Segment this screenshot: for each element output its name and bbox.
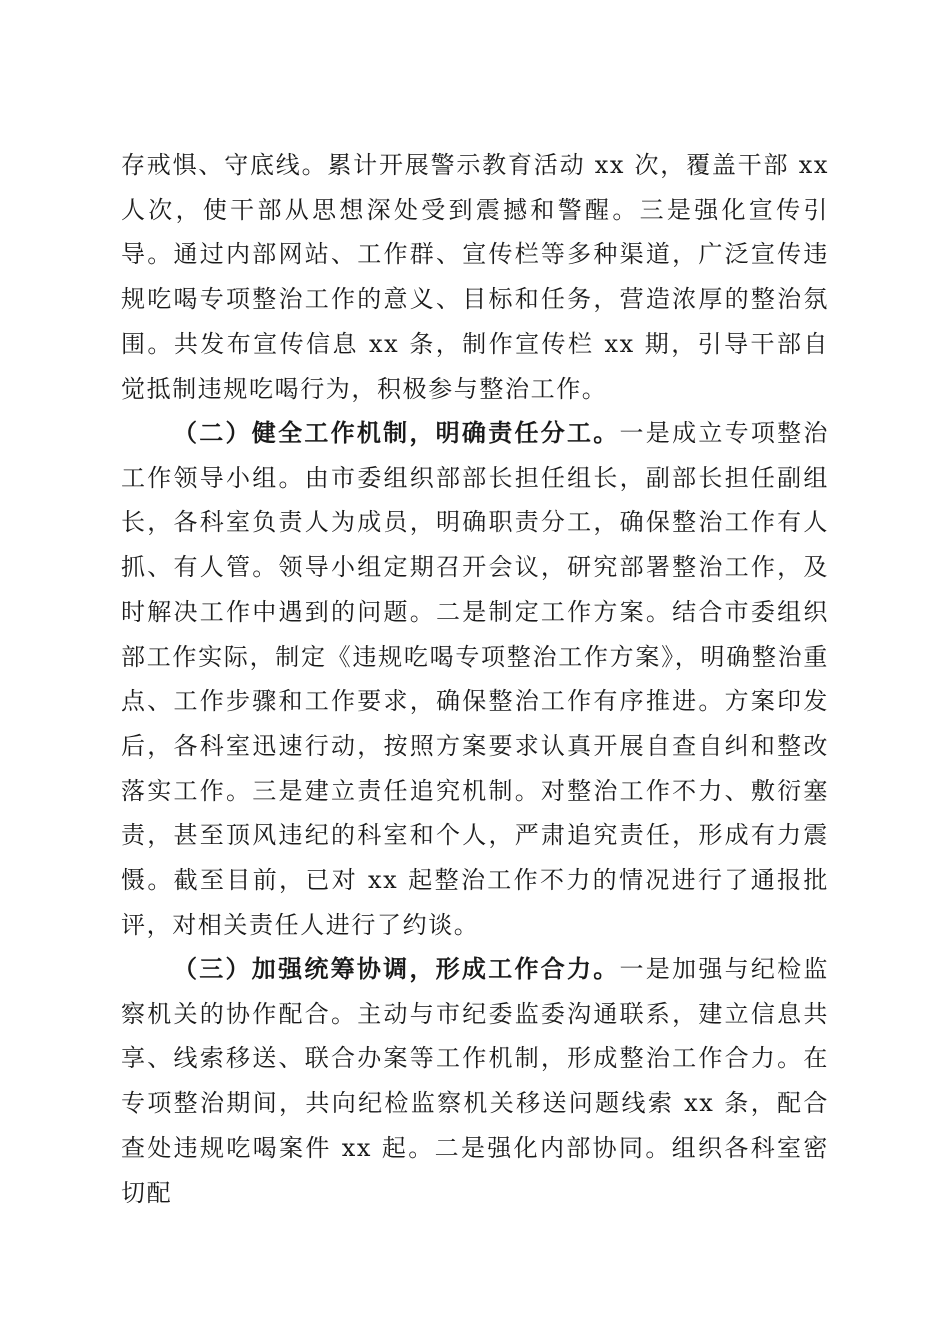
section-3-heading: （三）加强统筹协调，形成工作合力。 <box>173 954 620 983</box>
section-3-block <box>121 947 829 1215</box>
continuation-block <box>121 143 829 411</box>
section-3-paragraph <box>121 947 829 1215</box>
section-3-body: 一是加强与纪检监察机关的协作配合。主动与市纪委监委沟通联系，建立信息共享、线索移送、联合办案等工作机制，形成整治工作合力。在专项整治期间，共向纪检监察机关移送问题线索 xx 条，配合查处违规吃喝案件 xx 起。二是强化内部协同。组织各科室密切配 <box>121 955 829 1207</box>
section-2-block <box>121 411 829 947</box>
section-2-paragraph <box>121 411 829 947</box>
continuation-paragraph: 存戒惧、守底线。累计开展警示教育活动 xx 次，覆盖干部 xx 人次，使干部从思想深处受到震撼和警醒。三是强化宣传引导。通过内部网站、工作群、宣传栏等多种渠道，广泛宣传违规吃喝专项整治工作的意义、目标和任务，营造浓厚的整治氛围。共发布宣传信息 xx 条，制作宣传栏 xx 期，引导干部自觉抵制违规吃喝行为，积极参与整治工作。 <box>121 151 829 403</box>
section-2-heading: （二）健全工作机制，明确责任分工。 <box>173 418 620 447</box>
section-2-body: 一是成立专项整治工作领导小组。由市委组织部部长担任组长，副部长担任副组长，各科室负责人为成员，明确职责分工，确保整治工作有人抓、有人管。领导小组定期召开会议，研究部署整治工作，及时解决工作中遇到的问题。二是制定工作方案。结合市委组织部工作实际，制定《违规吃喝专项整治工作方案》，明确整治重点、工作步骤和工作要求，确保整治工作有序推进。方案印发后，各科室迅速行动，按照方案要求认真开展自查自纠和整改落实工作。三是建立责任追究机制。对整治工作不力、敷衍塞责，甚至顶风违纪的科室和个人，严肃追究责任，形成有力震慑。截至目前，已对 xx 起整治工作不力的情况进行了通报批评，对相关责任人进行了约谈。 <box>121 419 829 939</box>
